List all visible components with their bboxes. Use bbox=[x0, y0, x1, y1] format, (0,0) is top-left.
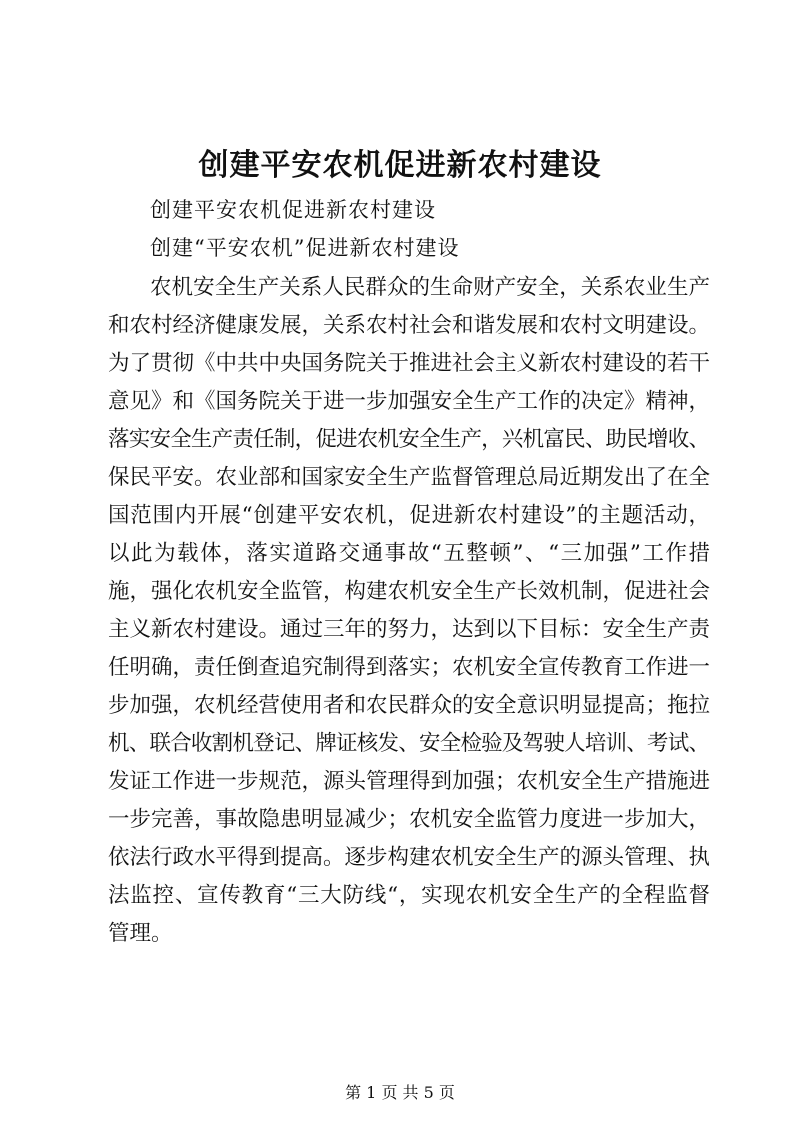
body-line: 依法行政水平得到提高。逐步构建农机安全生产的源头管理、执 bbox=[108, 845, 710, 870]
body-line: 一步完善，事故隐患明显减少；农机安全监管力度进一步加大， bbox=[108, 807, 710, 832]
body-line: 以此为载体，落实道路交通事故“五整顿”、“三加强”工作措 bbox=[108, 541, 712, 566]
page-footer: 第 1 页 共 5 页 bbox=[345, 1083, 455, 1102]
subtitle-1: 创建平安农机促进新农村建设 bbox=[150, 198, 436, 222]
body-line: 落实安全生产责任制，促进农机安全生产，兴机富民、助民增收、 bbox=[108, 427, 710, 452]
document-title: 创建平安农机促进新农村建设 bbox=[198, 148, 602, 183]
body-line: 法监控、宣传教育“三大防线“，实现农机安全生产的全程监督 bbox=[108, 883, 711, 908]
body-line: 国范围内开展“创建平安农机，促进新农村建设”的主题活动， bbox=[108, 503, 711, 528]
body-line: 步加强，农机经营使用者和农民群众的安全意识明显提高；拖拉 bbox=[108, 693, 710, 718]
body-line: 农机安全生产关系人民群众的生命财产安全，关系农业生产 bbox=[150, 275, 711, 300]
body-line: 保民平安。农业部和国家安全生产监督管理总局近期发出了在全 bbox=[108, 465, 710, 490]
body-line: 发证工作进一步规范，源头管理得到加强；农机安全生产措施进 bbox=[108, 769, 710, 794]
body-line: 机、联合收割机登记、牌证核发、安全检验及驾驶人培训、考试、 bbox=[108, 731, 710, 756]
body-line: 和农村经济健康发展，关系农村社会和谐发展和农村文明建设。 bbox=[108, 313, 710, 338]
body-line: 任明确，责任倒查追究制得到落实；农机安全宣传教育工作进一 bbox=[108, 655, 710, 680]
subtitle-2: 创建“平安农机”促进新农村建设 bbox=[150, 236, 460, 260]
body-line: 管理。 bbox=[108, 921, 173, 946]
body-line: 施，强化农机安全监管，构建农机安全生产长效机制，促进社会 bbox=[108, 579, 710, 604]
body-line: 意见》和《国务院关于进一步加强安全生产工作的决定》精神， bbox=[108, 389, 710, 414]
body-line: 主义新农村建设。通过三年的努力，达到以下目标：安全生产责 bbox=[108, 617, 710, 642]
body-line: 为了贯彻《中共中央国务院关于推进社会主义新农村建设的若干 bbox=[108, 351, 710, 376]
